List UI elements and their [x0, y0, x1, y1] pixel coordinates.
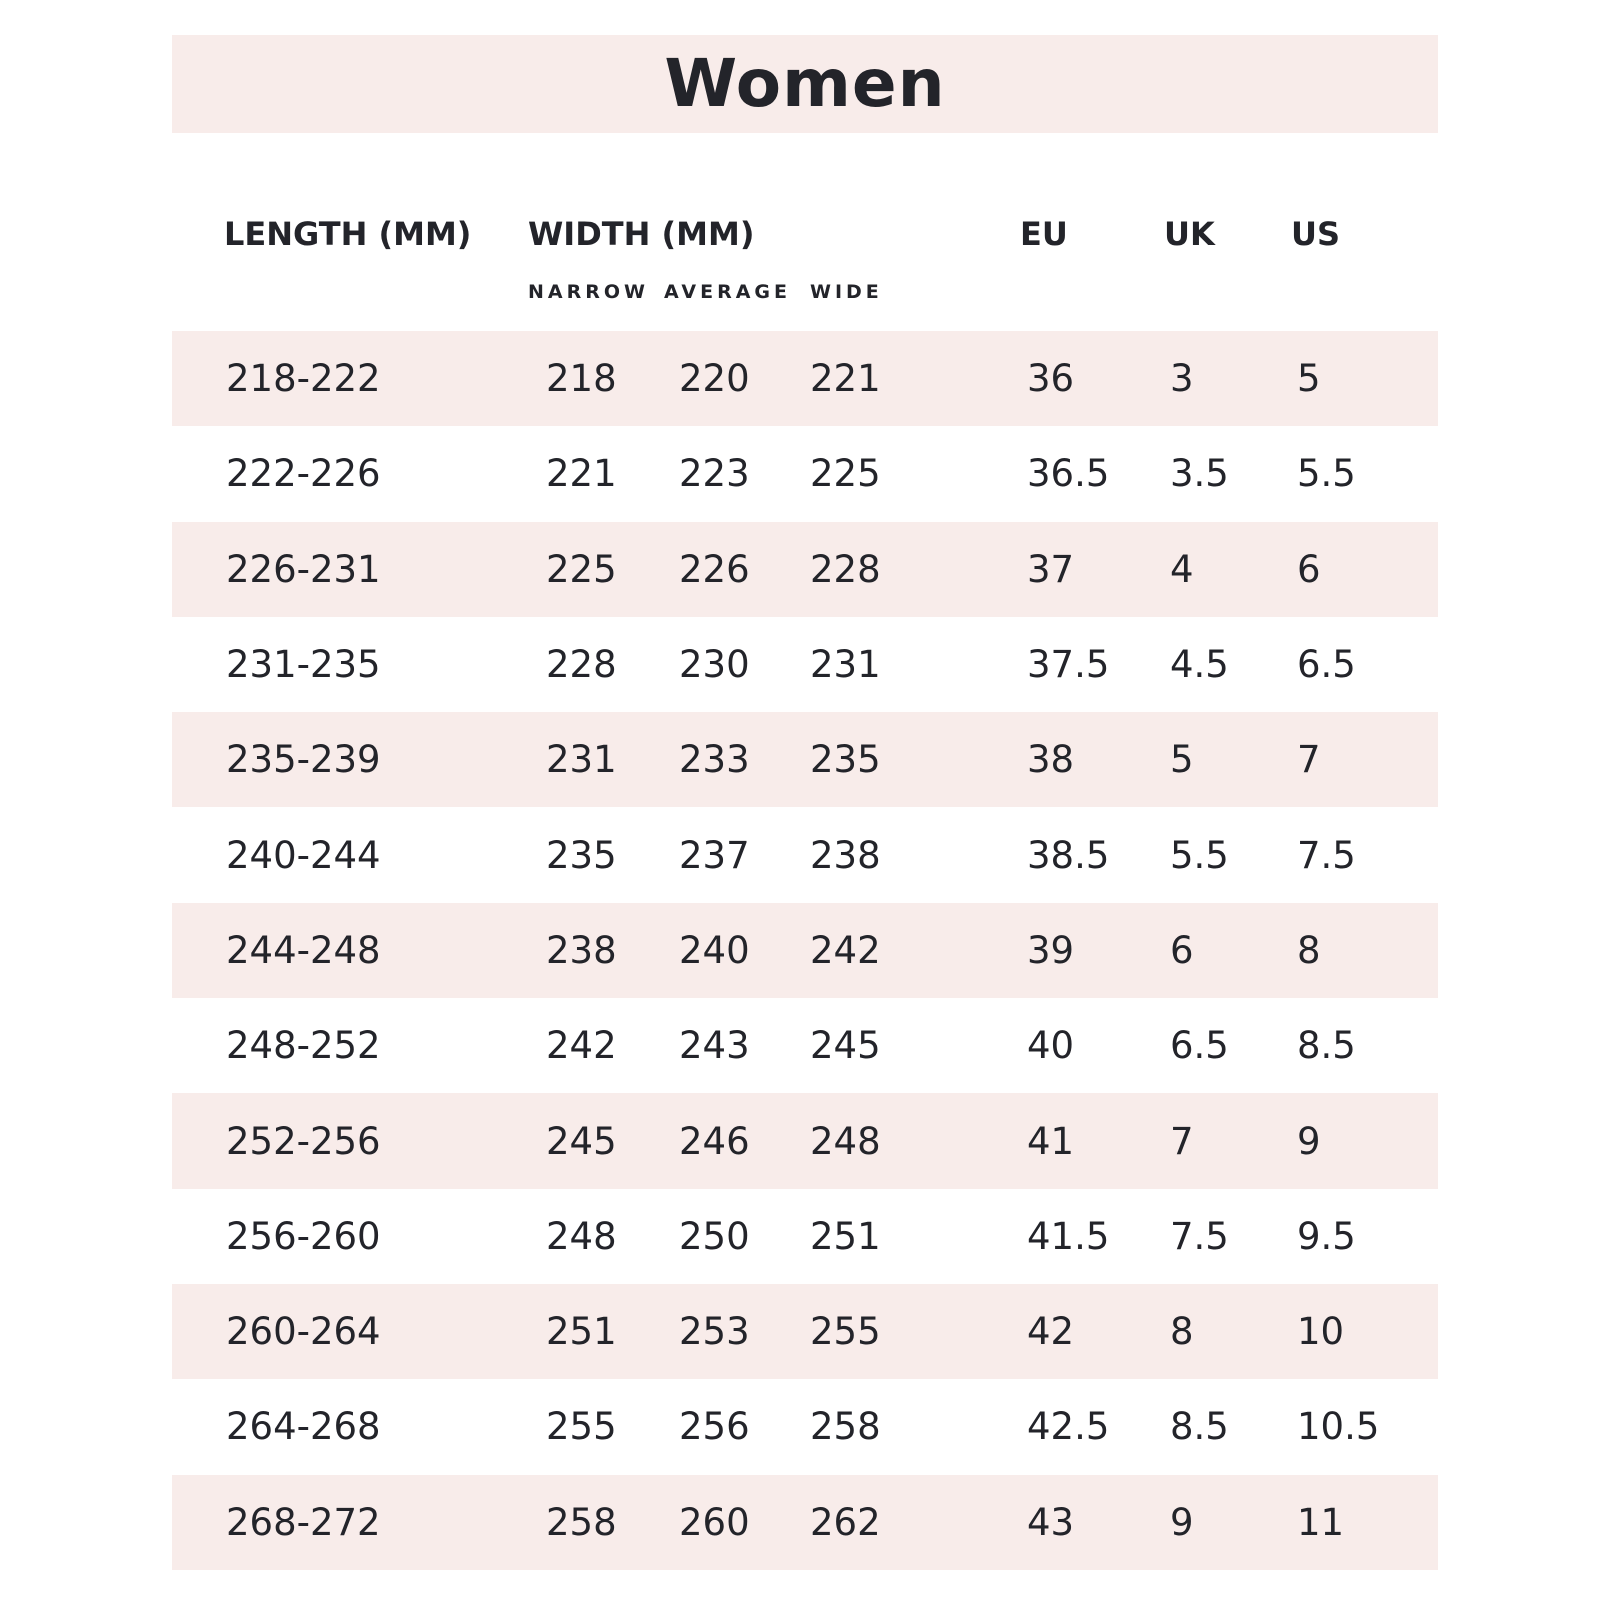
- cell-us: 10.5: [1297, 1405, 1380, 1449]
- table-row: [172, 1093, 1438, 1188]
- cell-wide: 262: [810, 1500, 881, 1544]
- cell-average: 260: [679, 1500, 750, 1544]
- cell-eu: 36: [1027, 357, 1075, 401]
- cell-wide: 231: [810, 643, 881, 687]
- cell-average: 240: [679, 928, 750, 972]
- table-row: [172, 522, 1438, 617]
- cell-length: 226-231: [226, 547, 381, 591]
- cell-uk: 5: [1170, 738, 1194, 782]
- cell-narrow: 255: [546, 1405, 617, 1449]
- cell-average: 223: [679, 452, 750, 496]
- table-row: [172, 903, 1438, 998]
- cell-eu: 43: [1027, 1500, 1075, 1544]
- cell-narrow: 258: [546, 1500, 617, 1544]
- cell-us: 11: [1297, 1500, 1345, 1544]
- table-row: [172, 1379, 1438, 1474]
- cell-uk: 6.5: [1170, 1024, 1229, 1068]
- cell-average: 250: [679, 1214, 750, 1258]
- cell-length: 252-256: [226, 1119, 381, 1163]
- cell-us: 8: [1297, 928, 1321, 972]
- cell-eu: 42: [1027, 1310, 1075, 1354]
- cell-wide: 225: [810, 452, 881, 496]
- cell-average: 253: [679, 1310, 750, 1354]
- cell-narrow: 245: [546, 1119, 617, 1163]
- cell-us: 5: [1297, 357, 1321, 401]
- cell-average: 256: [679, 1405, 750, 1449]
- page-title: Women: [664, 45, 946, 122]
- cell-uk: 8: [1170, 1310, 1194, 1354]
- header-eu: EU: [1020, 215, 1068, 253]
- cell-us: 6: [1297, 547, 1321, 591]
- table-row: [172, 1284, 1438, 1379]
- cell-us: 8.5: [1297, 1024, 1356, 1068]
- cell-wide: 235: [810, 738, 881, 782]
- cell-eu: 37.5: [1027, 643, 1110, 687]
- table-row: [172, 617, 1438, 712]
- cell-narrow: 238: [546, 928, 617, 972]
- cell-us: 7.5: [1297, 833, 1356, 877]
- cell-uk: 3: [1170, 357, 1194, 401]
- table-row: [172, 1189, 1438, 1284]
- subheader-average: AVERAGE: [664, 281, 792, 303]
- cell-eu: 41: [1027, 1119, 1075, 1163]
- cell-wide: 228: [810, 547, 881, 591]
- cell-wide: 242: [810, 928, 881, 972]
- table-row: [172, 807, 1438, 902]
- cell-narrow: 225: [546, 547, 617, 591]
- cell-eu: 38: [1027, 738, 1075, 782]
- cell-length: 222-226: [226, 452, 381, 496]
- cell-narrow: 221: [546, 452, 617, 496]
- table-header: [172, 133, 1438, 331]
- cell-average: 220: [679, 357, 750, 401]
- cell-wide: 258: [810, 1405, 881, 1449]
- subheader-wide: WIDE: [810, 281, 883, 303]
- cell-wide: 238: [810, 833, 881, 877]
- cell-wide: 221: [810, 357, 881, 401]
- cell-narrow: 228: [546, 643, 617, 687]
- cell-us: 6.5: [1297, 643, 1356, 687]
- cell-uk: 7: [1170, 1119, 1194, 1163]
- cell-uk: 4: [1170, 547, 1194, 591]
- cell-uk: 3.5: [1170, 452, 1229, 496]
- cell-length: 256-260: [226, 1214, 381, 1258]
- cell-average: 243: [679, 1024, 750, 1068]
- cell-length: 268-272: [226, 1500, 381, 1544]
- title-bar: [172, 35, 1438, 133]
- cell-eu: 38.5: [1027, 833, 1110, 877]
- cell-us: 9.5: [1297, 1214, 1356, 1258]
- cell-eu: 40: [1027, 1024, 1075, 1068]
- cell-narrow: 231: [546, 738, 617, 782]
- cell-length: 218-222: [226, 357, 381, 401]
- size-chart: [172, 35, 1438, 1575]
- table-row: [172, 331, 1438, 426]
- cell-narrow: 248: [546, 1214, 617, 1258]
- cell-length: 244-248: [226, 928, 381, 972]
- cell-us: 7: [1297, 738, 1321, 782]
- cell-eu: 36.5: [1027, 452, 1110, 496]
- cell-us: 10: [1297, 1310, 1345, 1354]
- cell-wide: 255: [810, 1310, 881, 1354]
- cell-eu: 37: [1027, 547, 1075, 591]
- cell-us: 9: [1297, 1119, 1321, 1163]
- cell-length: 264-268: [226, 1405, 381, 1449]
- cell-wide: 251: [810, 1214, 881, 1258]
- cell-uk: 4.5: [1170, 643, 1229, 687]
- cell-eu: 41.5: [1027, 1214, 1110, 1258]
- header-uk: UK: [1164, 215, 1215, 253]
- header-width: WIDTH (MM): [528, 215, 755, 253]
- cell-wide: 248: [810, 1119, 881, 1163]
- cell-eu: 39: [1027, 928, 1075, 972]
- cell-uk: 6: [1170, 928, 1194, 972]
- cell-narrow: 242: [546, 1024, 617, 1068]
- cell-length: 260-264: [226, 1310, 381, 1354]
- table-row: [172, 712, 1438, 807]
- cell-eu: 42.5: [1027, 1405, 1110, 1449]
- header-us: US: [1291, 215, 1341, 253]
- cell-narrow: 218: [546, 357, 617, 401]
- cell-narrow: 251: [546, 1310, 617, 1354]
- cell-average: 226: [679, 547, 750, 591]
- subheader-narrow: NARROW: [528, 281, 649, 303]
- cell-uk: 7.5: [1170, 1214, 1229, 1258]
- table-row: [172, 426, 1438, 521]
- cell-uk: 8.5: [1170, 1405, 1229, 1449]
- table-body: [172, 331, 1438, 1570]
- cell-average: 233: [679, 738, 750, 782]
- cell-uk: 9: [1170, 1500, 1194, 1544]
- header-length: LENGTH (MM): [224, 215, 472, 253]
- cell-average: 237: [679, 833, 750, 877]
- cell-length: 235-239: [226, 738, 381, 782]
- cell-narrow: 235: [546, 833, 617, 877]
- cell-uk: 5.5: [1170, 833, 1229, 877]
- cell-length: 231-235: [226, 643, 381, 687]
- cell-us: 5.5: [1297, 452, 1356, 496]
- cell-wide: 245: [810, 1024, 881, 1068]
- cell-average: 230: [679, 643, 750, 687]
- cell-average: 246: [679, 1119, 750, 1163]
- cell-length: 248-252: [226, 1024, 381, 1068]
- cell-length: 240-244: [226, 833, 381, 877]
- table-row: [172, 998, 1438, 1093]
- table-row: [172, 1475, 1438, 1570]
